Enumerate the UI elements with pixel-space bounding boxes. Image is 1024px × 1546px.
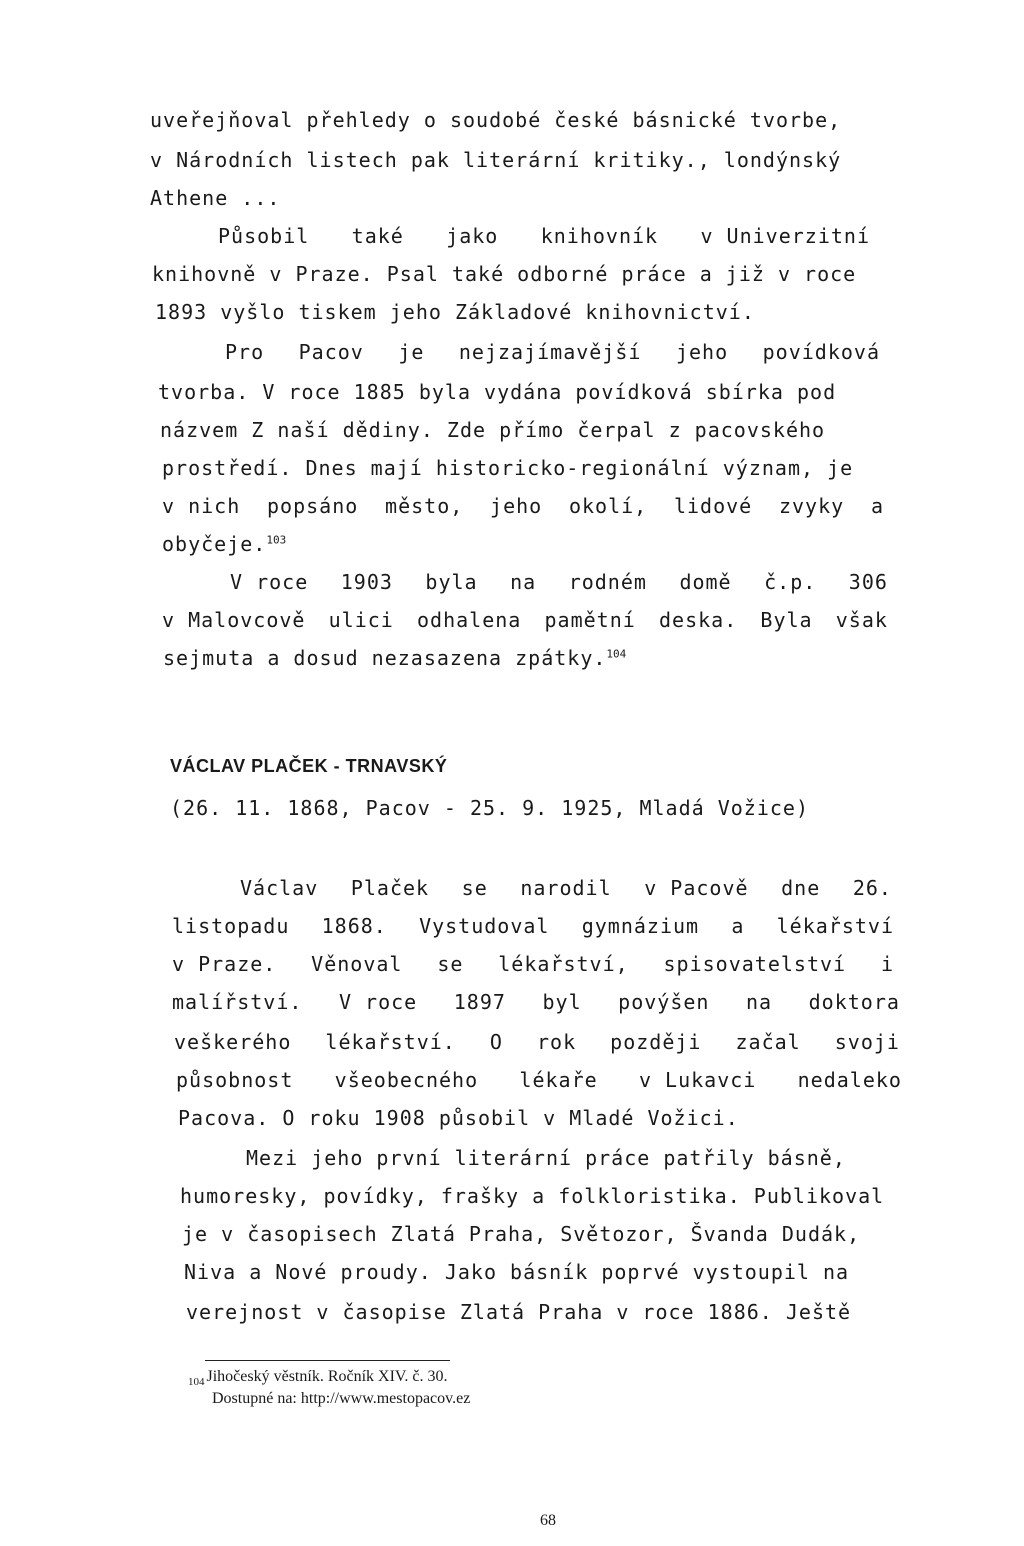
text-line-justified — [172, 914, 894, 938]
text-line — [162, 532, 286, 556]
word: byl — [542, 990, 582, 1014]
text-line: Mezi jeho první literární práce patřily básně, — [246, 1146, 846, 1170]
word: je — [398, 340, 425, 364]
word: v Malovcově — [162, 608, 306, 632]
word: lidové — [673, 494, 753, 518]
word: lékaře — [519, 1068, 598, 1092]
text-line: v Národních listech pak literární kritiky., londýnský — [150, 148, 842, 172]
footnote-line: Dostupné na: http://www.mestopacov.ez — [212, 1390, 471, 1407]
word: rok — [536, 1030, 577, 1054]
text-line-justified — [162, 608, 888, 632]
section-dates: (26. 11. 1868, Pacov - 25. 9. 1925, Mladá Vožice) — [170, 796, 810, 820]
text-line-justified — [174, 1030, 900, 1054]
word: spisovatelství — [663, 952, 847, 976]
word: město, — [385, 494, 464, 518]
word: 1903 — [340, 570, 393, 594]
footnote — [188, 1368, 448, 1388]
footnote-reference: 103 — [266, 533, 287, 547]
word: Pro — [225, 340, 265, 364]
text-line: Athene ... — [150, 186, 281, 210]
text-line-justified — [218, 224, 870, 248]
word: svoji — [834, 1030, 900, 1054]
word: v Lukavci — [638, 1068, 757, 1092]
footnote-separator — [205, 1360, 450, 1361]
word: lékařství — [776, 914, 894, 938]
word: na — [510, 570, 537, 594]
word: lékařství. — [325, 1030, 456, 1054]
word: Působil — [218, 224, 310, 248]
word: povýšen — [618, 990, 710, 1014]
text-line: verejnost v časopise Zlatá Praha v roce 1886. Ještě — [186, 1300, 852, 1324]
text-line-justified — [172, 990, 900, 1014]
word: později — [610, 1030, 702, 1054]
text-line: 1893 vyšlo tiskem jeho Základové knihovnictví. — [155, 300, 755, 324]
word: v nich — [162, 494, 241, 518]
footnote-reference: 104 — [606, 647, 627, 661]
footnote-line: Jihočeský věstník. Ročník XIV. č. 30. — [206, 1368, 448, 1385]
text-line-justified — [225, 340, 880, 364]
text-segment: obyčeje. — [162, 532, 267, 556]
word: se — [437, 952, 464, 976]
word: nejzajímavější — [458, 340, 642, 364]
word: Václav — [240, 876, 319, 900]
text-line-justified — [162, 494, 884, 518]
text-line: knihovně v Praze. Psal také odborné práce a již v roce — [152, 262, 857, 286]
word: narodil — [520, 876, 612, 900]
text-line: humoresky, povídky, frašky a folkloristika. Publikoval — [180, 1184, 885, 1208]
word: však — [835, 608, 888, 632]
word: odhalena — [417, 608, 522, 632]
text-line: tvorba. V roce 1885 byla vydána povídková sbírka pod — [158, 380, 837, 404]
word: 26. — [852, 876, 892, 900]
word: jeho — [675, 340, 729, 364]
word: na — [746, 990, 773, 1014]
word: 1897 — [453, 990, 506, 1014]
word: povídková — [762, 340, 880, 364]
word: V roce — [230, 570, 309, 594]
text-line-justified — [230, 570, 888, 594]
word: působnost — [176, 1068, 294, 1092]
word: lékařství, — [498, 952, 629, 976]
text-line: prostředí. Dnes mají historicko-regionální význam, je — [162, 456, 854, 480]
word: 306 — [848, 570, 888, 594]
word: deska. — [658, 608, 738, 632]
word: gymnázium — [581, 914, 700, 938]
word: pamětní — [544, 608, 636, 632]
word: ulici — [328, 608, 394, 632]
text-line — [163, 646, 626, 670]
word: V roce — [338, 990, 418, 1014]
text-line-justified — [172, 952, 894, 976]
section-title: VÁCLAV PLAČEK - TRNAVSKÝ — [170, 756, 448, 776]
word: a — [731, 914, 745, 938]
word: O — [489, 1030, 503, 1054]
word: nedaleko — [797, 1068, 902, 1092]
word: jako — [446, 224, 499, 248]
text-line-justified — [176, 1068, 902, 1092]
word: rodném — [568, 570, 647, 594]
footnote-number: 104 — [188, 1376, 205, 1389]
word: Byla — [760, 608, 813, 632]
word: malířství. — [172, 990, 303, 1014]
word: dne — [781, 876, 821, 900]
word: Vystudoval — [419, 914, 550, 938]
word: popsáno — [267, 494, 359, 518]
word: č.p. — [764, 570, 817, 594]
word: jeho — [490, 494, 543, 518]
word: okolí, — [568, 494, 648, 518]
text-line: Niva a Nové proudy. Jako básník poprvé vystoupil na — [184, 1260, 850, 1284]
word: zvyky — [778, 494, 845, 518]
word: Věnoval — [311, 952, 403, 976]
word: 1868. — [321, 914, 387, 938]
word: i — [880, 952, 894, 976]
word: v Praze. — [172, 952, 277, 976]
text-line: uveřejňoval přehledy o soudobé české básnické tvorbe, — [150, 108, 842, 132]
word: Pacov — [298, 340, 364, 364]
word: se — [461, 876, 488, 900]
word: veškerého — [174, 1030, 292, 1054]
word: byla — [425, 570, 478, 594]
page-number: 68 — [540, 1512, 556, 1529]
word: začal — [735, 1030, 801, 1054]
word: v Pacově — [644, 876, 749, 900]
word: domě — [679, 570, 732, 594]
text-line: názvem Z naší dědiny. Zde přímo čerpal z pacovského — [160, 418, 826, 442]
word: všeobecného — [334, 1068, 479, 1092]
text-line: Pacova. O roku 1908 působil v Mladé Vožici. — [178, 1106, 739, 1130]
text-line: je v časopisech Zlatá Praha, Světozor, Švanda Dudák, — [182, 1222, 861, 1246]
text-segment: sejmuta a dosud nezasazena zpátky. — [163, 646, 607, 670]
word: v Univerzitní — [700, 224, 870, 248]
word: Plaček — [350, 876, 430, 900]
word: knihovník — [540, 224, 659, 248]
text-line-justified — [240, 876, 892, 900]
word: listopadu — [172, 914, 290, 938]
word: doktora — [808, 990, 900, 1014]
word: a — [870, 494, 884, 518]
word: také — [351, 224, 404, 248]
